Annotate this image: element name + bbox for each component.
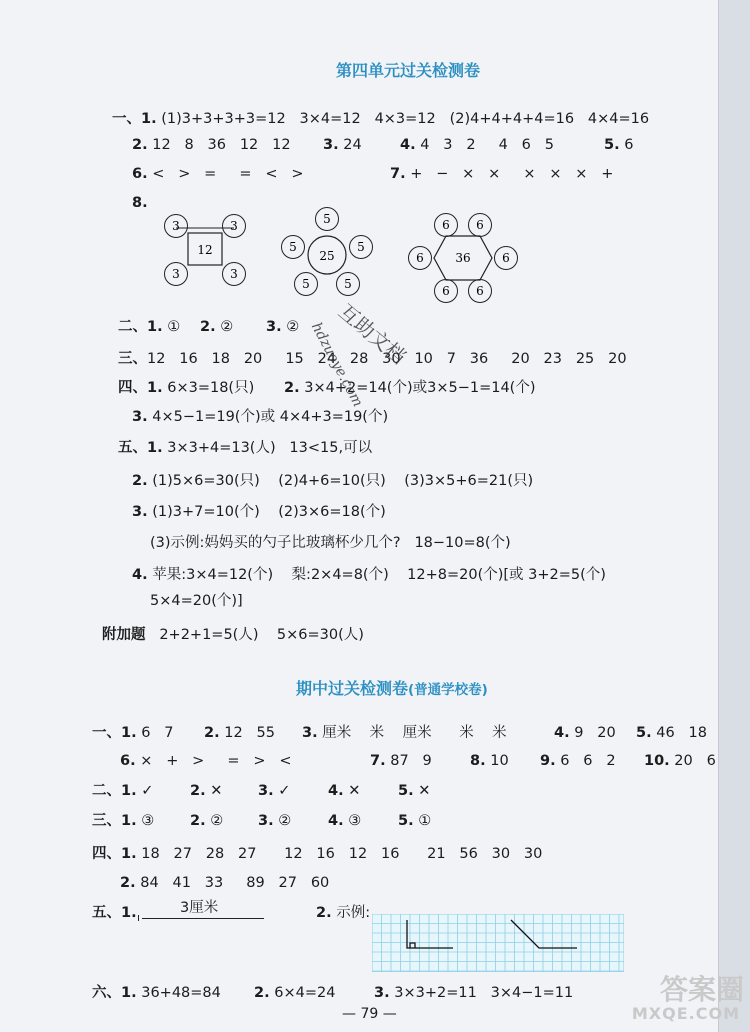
section-title-midterm: 期中过关检测卷(普通学校卷): [296, 679, 488, 698]
diagram-circle-number: 6: [416, 251, 424, 265]
watermark-text: 互助文档: [334, 299, 411, 369]
m-q4-1: 四、1. 18 27 28 27 12 16 12 16 21 56 30 30: [92, 846, 543, 862]
q4-1: 四、1. 6×3=18(只): [118, 380, 255, 396]
m-q1-1: 一、1. 6 7: [92, 725, 174, 741]
measured-segment: [142, 918, 264, 919]
q4-3: 3. 4×5−1=19(个)或 4×4+3=19(个): [132, 409, 389, 425]
m-q2-5: 5. ✕: [398, 783, 431, 799]
q1-6: 6. < > = = < >: [132, 166, 304, 182]
q5-3: 3. (1)3+7=10(个) (2)3×6=18(个): [132, 504, 386, 520]
section-title-unit4: 第四单元过关检测卷: [336, 61, 481, 80]
m-q2-2: 2. ✕: [190, 783, 223, 799]
m-q2-4: 4. ✕: [328, 783, 361, 799]
q3: 三、12 16 18 20 15 24 28 30 10 7 36 20 23 25 20: [118, 351, 627, 367]
diagram-circle-number: 3: [172, 219, 180, 233]
diagram-circle-25: [278, 204, 376, 300]
m-q2-3: 3. ✓: [258, 783, 291, 799]
site-logo-url: MXQE.COM: [631, 1004, 740, 1023]
m-q1-8: 8. 10: [470, 753, 509, 769]
q1-8: 8.: [132, 195, 148, 211]
q1-2: 2. 12 8 36 12 12: [132, 137, 291, 153]
q1-4: 4. 4 3 2 4 6 5: [400, 137, 554, 153]
bonus-question: 附加题 2+2+1=5(人) 5×6=30(人): [102, 627, 364, 643]
m-q5-2: 2. 示例:: [316, 905, 371, 921]
q2-3: 3. ②: [266, 319, 300, 335]
m-q6-1: 六、1. 36+48=84: [92, 985, 221, 1001]
q5-3-example: (3)示例:妈妈买的勺子比玻璃杯少几个? 18−10=8(个): [150, 535, 511, 551]
q1-3: 3. 24: [323, 137, 362, 153]
m-q3-2: 2. ②: [190, 813, 224, 829]
diagram-circle-number: 6: [442, 218, 450, 232]
m-q2-1: 二、1. ✓: [92, 783, 154, 799]
diagram-center-number: 12: [197, 243, 213, 257]
page-number: — 79 —: [342, 1006, 397, 1022]
diagram-center-number: 25: [319, 249, 335, 263]
q5-4: 4. 苹果:3×4=12(个) 梨:2×4=8(个) 12+8=20(个)[或 3+2=5(个): [132, 567, 606, 583]
m-q1-5: 5. 46 18: [636, 725, 707, 741]
q1-7: 7. + − × × × × × +: [390, 166, 614, 182]
m-q3-3: 3. ②: [258, 813, 292, 829]
m-q3-5: 5. ①: [398, 813, 432, 829]
q5-4-cont: 5×4=20(个)]: [150, 593, 243, 609]
q2-2: 2. ②: [200, 319, 234, 335]
m-q3-4: 4. ③: [328, 813, 362, 829]
diagram-circle-number: 3: [230, 219, 238, 233]
diagram-circle-number: 5: [323, 212, 331, 226]
m-q1-3: 3. 厘米 米 厘米 米 米: [302, 725, 507, 741]
q2-1: 二、1. ①: [118, 319, 181, 335]
m-q6-2: 2. 6×4=24: [254, 985, 336, 1001]
diagram-circle-number: 3: [172, 267, 180, 281]
m-q6-3: 3. 3×3+2=11 3×4−1=11: [374, 985, 574, 1001]
segment-length-label: 3厘米: [180, 900, 219, 916]
watermark-url: hdzuoye.com: [307, 320, 366, 410]
m-q1-9: 9. 6 6 2: [540, 753, 616, 769]
diagram-circle-number: 6: [476, 218, 484, 232]
page-edge: [718, 0, 750, 1032]
drawing-grid: [372, 914, 624, 972]
q1-5: 5. 6: [604, 137, 634, 153]
diagram-hexagon-36: [404, 206, 522, 304]
diagram-circle-number: 5: [357, 240, 365, 254]
diagram-circle-number: 6: [442, 284, 450, 298]
site-logo: 答案圈: [659, 973, 744, 1006]
q1-1: 一、1. (1)3+3+3+3=12 3×4=12 4×3=12 (2)4+4+4+4=16 4×4=16: [112, 111, 650, 127]
q4-2: 2. 3×4+2=14(个)或3×5−1=14(个): [284, 380, 536, 396]
diagram-circle-number: 6: [502, 251, 510, 265]
q5-2: 2. (1)5×6=30(只) (2)4+6=10(只) (3)3×5+6=21(只): [132, 473, 534, 489]
diagram-circle-number: 5: [289, 240, 297, 254]
m-q1-7: 7. 87 9: [370, 753, 432, 769]
diagram-circle-number: 3: [230, 267, 238, 281]
m-q1-2: 2. 12 55: [204, 725, 275, 741]
diagram-circle-number: 6: [476, 284, 484, 298]
diagram-circle-number: 5: [302, 277, 310, 291]
m-q1-4: 4. 9 20: [554, 725, 616, 741]
diagram-square-12: [156, 206, 254, 292]
m-q5-1: 五、1.: [92, 905, 137, 921]
diagram-circle-number: 5: [344, 277, 352, 291]
m-q1-6: 6. × + > = > <: [120, 753, 292, 769]
segment-endpoint: [138, 915, 139, 921]
m-q3-1: 三、1. ③: [92, 813, 155, 829]
q5-1: 五、1. 3×3+4=13(人) 13<15,可以: [118, 440, 373, 456]
diagram-center-number: 36: [455, 251, 471, 265]
m-q4-2: 2. 84 41 33 89 27 60: [120, 875, 330, 891]
m-q1-10: 10. 20 6: [644, 753, 716, 769]
